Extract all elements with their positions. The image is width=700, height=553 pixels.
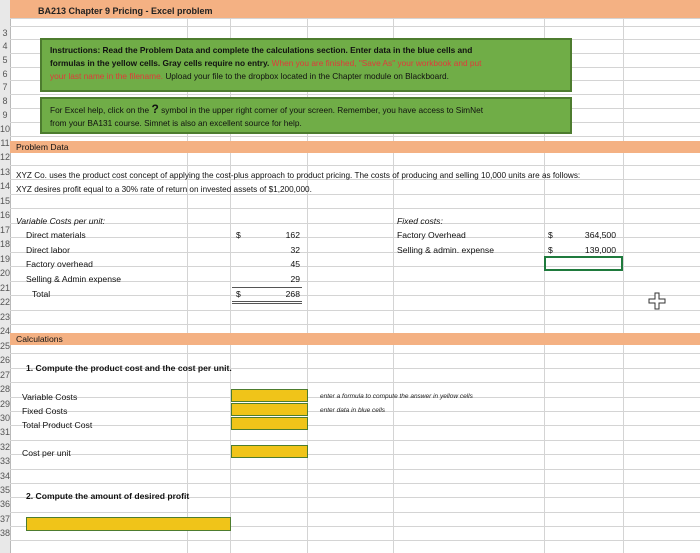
- variable-item-dollar: $: [236, 230, 241, 240]
- cost-per-unit-label: Cost per unit: [22, 448, 71, 458]
- grid-row-line: [10, 512, 700, 513]
- variable-item-value[interactable]: 29: [290, 274, 300, 284]
- help-line2: from your BA131 course. Simnet is also an excellent source for help.: [50, 118, 302, 128]
- variable-total-label: Total: [32, 289, 51, 299]
- grid-row-line: [10, 223, 700, 224]
- grid-row-line: [10, 469, 700, 470]
- total-double-underline: [232, 301, 302, 304]
- row-number[interactable]: 21: [0, 283, 11, 293]
- crosshair-cursor-icon: [648, 292, 666, 310]
- grid-row-line: [10, 18, 700, 19]
- variable-item-value[interactable]: 32: [290, 245, 300, 255]
- question-2: 2. Compute the amount of desired profit: [26, 491, 190, 501]
- help-box: [40, 97, 572, 134]
- fixed-item-dollar: $: [548, 245, 553, 255]
- problem-data-header: Problem Data: [16, 142, 69, 152]
- variable-item-label: Factory overhead: [26, 259, 93, 269]
- note-blue-cells: enter data in blue cells: [320, 407, 386, 414]
- grid-row-line: [10, 425, 700, 426]
- row-number[interactable]: 33: [0, 456, 11, 466]
- row-number[interactable]: 12: [0, 152, 11, 162]
- grid-row-line: [10, 483, 700, 484]
- variable-total-value[interactable]: 268: [285, 289, 300, 299]
- row-number[interactable]: 29: [0, 399, 11, 409]
- variable-item-label: Direct materials: [26, 230, 86, 240]
- row-number[interactable]: 36: [0, 499, 11, 509]
- fixed-costs-header: Fixed costs:: [397, 216, 443, 226]
- row-number[interactable]: 25: [0, 341, 11, 351]
- problem-data-band: [10, 141, 700, 153]
- row-number[interactable]: 15: [0, 196, 11, 206]
- grid-row-line: [10, 324, 700, 325]
- question-1: 1. Compute the product cost and the cost per unit.: [26, 363, 232, 373]
- grid-row-line: [10, 136, 700, 137]
- row-number[interactable]: 3: [2, 28, 8, 38]
- grid-row-line: [10, 94, 700, 95]
- calc-item-label: Fixed Costs: [22, 406, 68, 416]
- help-line1b: symbol in the upper right corner of your screen. Remember, you have access to SimNet: [161, 105, 484, 115]
- grid-row-line: [10, 26, 700, 27]
- row-number[interactable]: 10: [0, 124, 11, 134]
- calc-item-label: Total Product Cost: [22, 420, 93, 430]
- instructions-line2a: formulas in the yellow cells. Gray cells require no entry.: [50, 58, 270, 68]
- row-number[interactable]: 23: [0, 312, 11, 322]
- fixed-item-value[interactable]: 364,500: [584, 230, 616, 240]
- row-number[interactable]: 30: [0, 413, 11, 423]
- variable-item-label: Selling & Admin expense: [26, 274, 122, 284]
- row-number[interactable]: 37: [0, 514, 11, 524]
- calculations-header: Calculations: [16, 334, 63, 344]
- fixed-costs-input[interactable]: [231, 403, 308, 416]
- selected-cell[interactable]: [544, 256, 623, 271]
- grid-row-line: [10, 208, 700, 209]
- note-yellow-cells: enter a formula to compute the answer in yellow cells: [320, 393, 473, 400]
- instructions-box: [40, 38, 572, 92]
- desired-profit-input[interactable]: [26, 517, 231, 531]
- row-number[interactable]: 13: [0, 167, 11, 177]
- total-underline: [232, 287, 302, 288]
- instructions-line2b: When you are finished, "Save As" your workbook and put: [271, 58, 482, 68]
- instructions-line1: Instructions: Read the Problem Data and complete the calculations section. Enter data in the blue cells and: [50, 45, 473, 55]
- row-number[interactable]: 22: [0, 297, 11, 307]
- row-number[interactable]: 5: [2, 55, 8, 65]
- row-number[interactable]: 14: [0, 181, 11, 191]
- instructions-line3b: Upload your file to the dropbox located in the Chapter module on Blackboard.: [165, 71, 449, 81]
- row-number[interactable]: 9: [2, 110, 8, 120]
- row-number[interactable]: 20: [0, 268, 11, 278]
- row-number[interactable]: 7: [2, 82, 8, 92]
- grid-row-line: [10, 295, 700, 296]
- row-number[interactable]: 24: [0, 326, 11, 336]
- instructions-line3a: your last name in the filename.: [50, 71, 163, 81]
- problem-line12: XYZ Co. uses the product cost concept of applying the cost-plus approach to product pricing. The costs of producing and selling 10,000 units are as follows:: [16, 171, 581, 180]
- row-number[interactable]: 34: [0, 471, 11, 481]
- variable-item-value[interactable]: 162: [285, 230, 300, 240]
- fixed-item-label: Factory Overhead: [397, 230, 466, 240]
- row-number[interactable]: 32: [0, 442, 11, 452]
- help-question-icon: ?: [151, 102, 159, 116]
- grid-row-line: [10, 440, 700, 441]
- fixed-item-value[interactable]: 139,000: [584, 245, 616, 255]
- help-line1a: For Excel help, click on the: [50, 105, 150, 115]
- grid-row-line: [10, 540, 700, 541]
- row-number[interactable]: 19: [0, 254, 11, 264]
- grid-row-line: [10, 165, 700, 166]
- row-number[interactable]: 16: [0, 210, 11, 220]
- variable-costs-input[interactable]: [231, 389, 308, 402]
- row-number[interactable]: 8: [2, 96, 8, 106]
- row-number[interactable]: 26: [0, 355, 11, 365]
- grid-row-line: [10, 353, 700, 354]
- calc-item-label: Variable Costs: [22, 392, 78, 402]
- grid-row-line: [10, 454, 700, 455]
- row-number[interactable]: 38: [0, 528, 11, 538]
- row-number[interactable]: 28: [0, 384, 11, 394]
- fixed-item-dollar: $: [548, 230, 553, 240]
- row-number[interactable]: 4: [2, 41, 8, 51]
- cost-per-unit-input[interactable]: [231, 445, 308, 458]
- variable-total-dollar: $: [236, 289, 241, 299]
- grid-row-line: [10, 382, 700, 383]
- grid-row-line: [10, 310, 700, 311]
- row-number[interactable]: 18: [0, 239, 11, 249]
- variable-item-label: Direct labor: [26, 245, 70, 255]
- problem-line13: XYZ desires profit equal to a 30% rate of return on invested assets of $1,200,000.: [16, 185, 312, 194]
- fixed-item-label: Selling & admin. expense: [397, 245, 494, 255]
- sheet-title: BA213 Chapter 9 Pricing - Excel problem: [38, 6, 213, 16]
- variable-item-value[interactable]: 45: [290, 259, 300, 269]
- variable-costs-header: Variable Costs per unit:: [16, 216, 106, 226]
- row-number[interactable]: 11: [0, 138, 10, 148]
- row-number[interactable]: 17: [0, 225, 11, 235]
- grid-col-line: [623, 18, 624, 553]
- total-product-cost-input[interactable]: [231, 417, 308, 430]
- row-number[interactable]: 27: [0, 370, 11, 380]
- row-number[interactable]: 6: [2, 69, 8, 79]
- row-number[interactable]: 31: [0, 427, 11, 437]
- row-number[interactable]: 35: [0, 485, 11, 495]
- calculations-band: [10, 333, 700, 345]
